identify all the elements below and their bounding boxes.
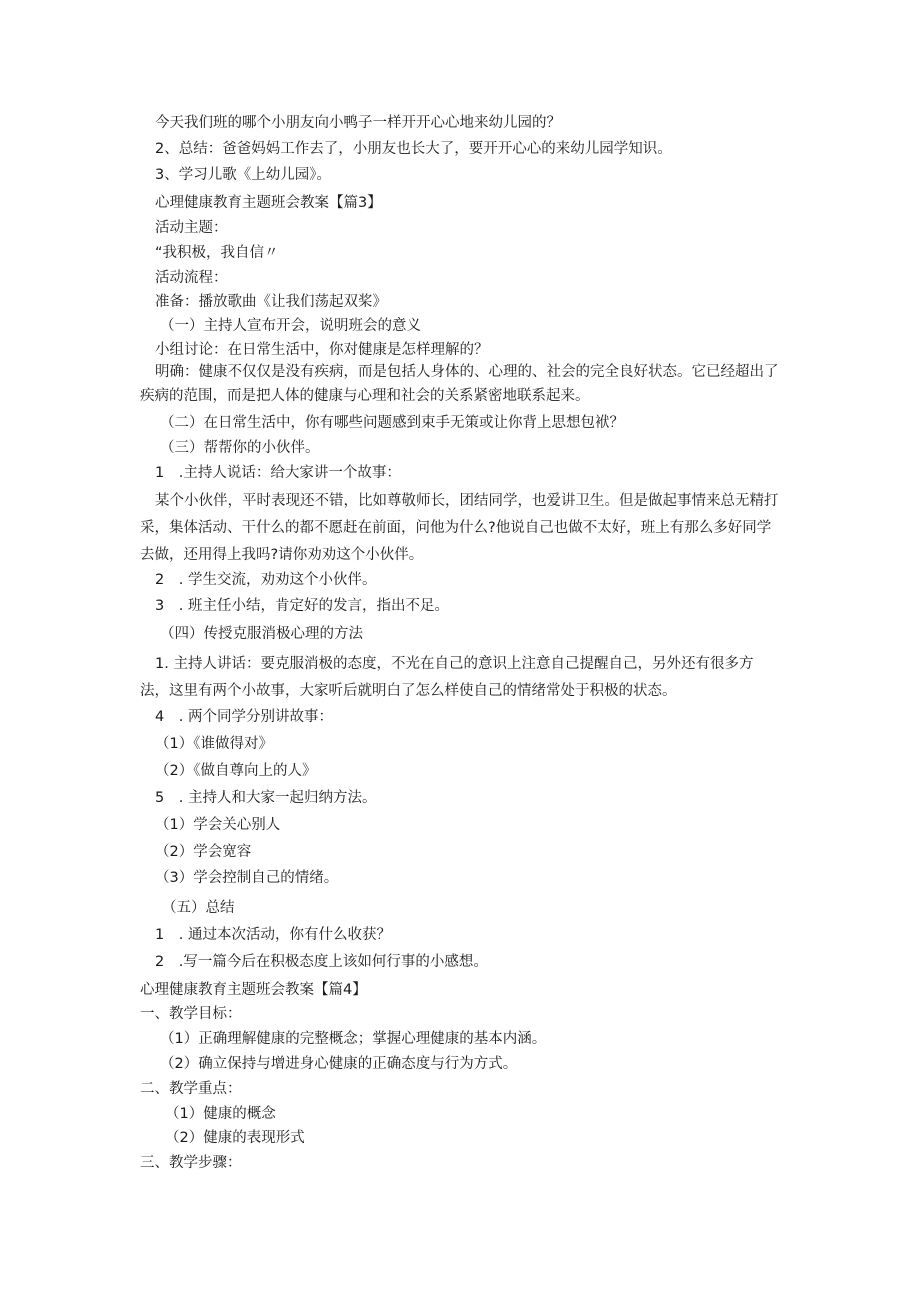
- text-line-36: （2）健康的表现形式: [165, 1130, 305, 1146]
- paragraph-story: 某个小伙伴，平时表现还不错，比如尊敬师长，团结同学，也爱讲卫生。但是做起事情来总无精打采，集体活动、干什么的都不愿赶在前面，问他为什么?他说自己也做不太好，班上有那么多好同学去做，还用得上我吗?请你劝劝这个小伙伴。: [140, 493, 779, 563]
- text-line-29: 2 .写一篇今后在积极态度上该如何行事的小感想。: [155, 954, 488, 970]
- text-line-26: （3）学会控制自己的情绪。: [155, 870, 339, 886]
- text-line-16: 2 . 学生交流，劝劝这个小伙伴。: [155, 572, 377, 588]
- text-line-35: （1）健康的概念: [165, 1106, 276, 1122]
- text-line-33: （2）确立保持与增进身心健康的正确态度与行为方式。: [160, 1056, 518, 1072]
- text-line-17: 3 . 班主任小结，肯定好的发言，指出不足。: [155, 598, 449, 614]
- paragraph-definition: 明确：健康不仅仅是没有疾病，而是包括人身体的、心理的、社会的完全良好状态。它已经超出了疾病的范围，而是把人体的健康与心理和社会的关系紧密地联系起来。: [140, 364, 779, 404]
- section-heading-3: 心理健康教育主题班会教案【篇3】: [155, 195, 382, 211]
- text-line-37: 三、教学步骤：: [140, 1155, 242, 1171]
- text-line-24: （1）学会关心别人: [155, 817, 281, 833]
- text-line-14: 1 .主持人说话：给大家讲一个故事：: [155, 465, 401, 481]
- text-line-6: “我积极，我自信〃: [155, 245, 279, 261]
- text-line-20: 4 . 两个同学分别讲故事：: [155, 709, 333, 725]
- text-line-34: 二、教学重点：: [140, 1081, 242, 1097]
- paragraph-method: 1. 主持人讲话：要克服消极的态度，不光在自己的意识上注意自己提醒自己，另外还有很多方法，这里有两个小故事，大家听后就明白了怎么样使自己的情绪常处于积极的状态。: [140, 656, 754, 699]
- text-line-9: （一）主持人宣布开会，说明班会的意义: [160, 318, 421, 334]
- section-heading-4: 心理健康教育主题班会教案【篇4】: [140, 982, 367, 998]
- text-line-28: 1 . 通过本次活动，你有什么收获？: [155, 927, 391, 943]
- text-line-31: 一、教学目标：: [140, 1006, 242, 1022]
- text-line-22: （2）《做自尊向上的人》: [155, 763, 317, 779]
- text-line-1: 今天我们班的哪个小朋友向小鸭子一样开开心心地来幼儿园的？: [155, 115, 561, 131]
- text-line-2: 2、总结：爸爸妈妈工作去了，小朋友也长大了，要开开心心的来幼儿园学知识。: [155, 141, 672, 157]
- text-line-25: （2）学会宽容: [155, 844, 252, 860]
- text-line-32: （1）正确理解健康的完整概念；掌握心理健康的基本内涵。: [160, 1031, 547, 1047]
- text-line-7: 活动流程：: [155, 270, 228, 286]
- text-line-8: 准备：播放歌曲《让我们荡起双桨》: [155, 294, 387, 310]
- text-line-23: 5 . 主持人和大家一起归纳方法。: [155, 790, 377, 806]
- text-line-12: （二）在日常生活中，你有哪些问题感到束手无策或让你背上思想包袱？: [160, 415, 624, 431]
- text-line-21: （1）《谁做得对》: [155, 736, 273, 752]
- text-line-5: 活动主题：: [155, 220, 228, 236]
- text-line-13: （三）帮帮你的小伙伴。: [160, 440, 320, 456]
- text-line-27: （五）总结: [162, 900, 235, 916]
- text-line-10: 小组讨论：在日常生活中，你对健康是怎样理解的？: [155, 342, 489, 358]
- text-line-18: （四）传授克服消极心理的方法: [160, 626, 363, 642]
- text-line-3: 3、学习儿歌《上幼儿园》。: [155, 167, 331, 183]
